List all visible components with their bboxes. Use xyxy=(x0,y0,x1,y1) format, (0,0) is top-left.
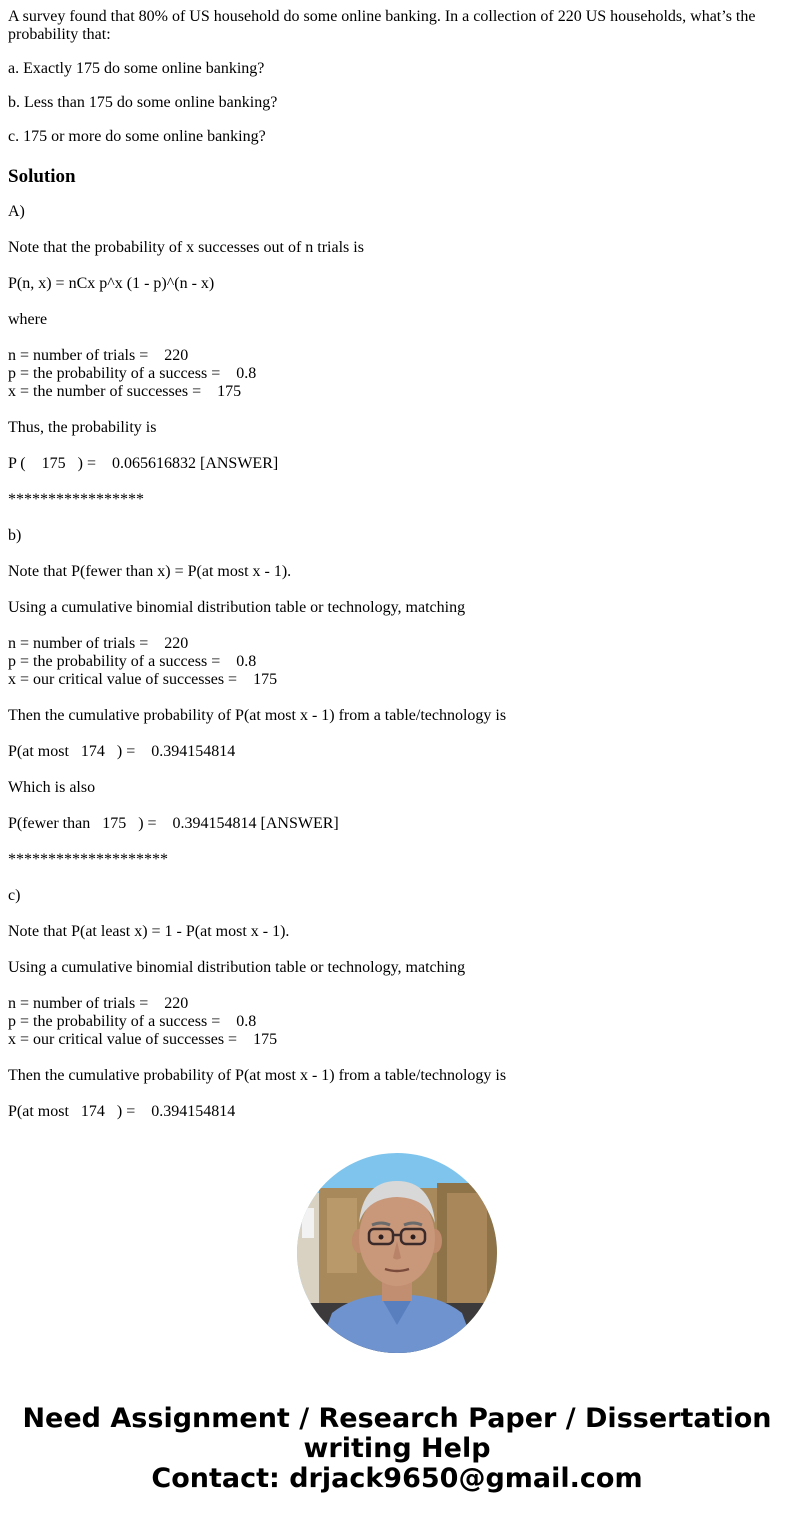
part-b-then: Then the cumulative probability of P(at most x - 1) from a table/technology is xyxy=(8,707,507,724)
promo-contact: Contact: drjack9650@gmail.com xyxy=(151,1463,643,1494)
part-b-separator: ******************** xyxy=(8,851,168,868)
part-c-param-x: x = our critical value of successes = 175 xyxy=(8,1031,278,1048)
part-b-param-x: x = our critical value of successes = 175 xyxy=(8,671,278,688)
part-b-param-p: p = the probability of a success = 0.8 xyxy=(8,653,257,670)
promo-banner xyxy=(0,1404,794,1494)
part-a-param-p: p = the probability of a success = 0.8 xyxy=(8,365,257,382)
question-item-b: b. Less than 175 do some online banking? xyxy=(8,94,278,111)
part-c-param-n: n = number of trials = 220 xyxy=(8,995,189,1012)
part-c-note: Note that P(at least x) = 1 - P(at most x - 1). xyxy=(8,923,290,940)
part-c-then: Then the cumulative probability of P(at most x - 1) from a table/technology is xyxy=(8,1067,507,1084)
part-c-label: c) xyxy=(8,887,21,904)
solution-heading: Solution xyxy=(8,166,76,187)
part-a-thus: Thus, the probability is xyxy=(8,419,157,436)
part-b-which: Which is also xyxy=(8,779,96,796)
author-avatar xyxy=(297,1153,497,1353)
part-b-result: P(fewer than 175 ) = 0.394154814 [ANSWER] xyxy=(8,815,339,832)
part-b-using: Using a cumulative binomial distribution table or technology, matching xyxy=(8,599,466,616)
part-c-cumulative: P(at most 174 ) = 0.394154814 xyxy=(8,1103,236,1120)
question-item-a: a. Exactly 175 do some online banking? xyxy=(8,60,265,77)
part-b-cumulative: P(at most 174 ) = 0.394154814 xyxy=(8,743,236,760)
question-intro: A survey found that 80% of US household do some online banking. In a collection of 220 US households, what’s the probability that: xyxy=(8,8,756,43)
part-a-param-n: n = number of trials = 220 xyxy=(8,347,189,364)
author-portrait-icon xyxy=(297,1153,497,1353)
part-b-param-n: n = number of trials = 220 xyxy=(8,635,189,652)
page-content xyxy=(8,8,786,1121)
question-item-c: c. 175 or more do some online banking? xyxy=(8,128,266,145)
promo-line-2: writing Help xyxy=(303,1433,491,1464)
part-c-using: Using a cumulative binomial distribution table or technology, matching xyxy=(8,959,466,976)
part-a-where: where xyxy=(8,311,48,328)
part-a-label: A) xyxy=(8,203,25,220)
part-b-label: b) xyxy=(8,527,22,544)
part-a-note: Note that the probability of x successes out of n trials is xyxy=(8,239,364,256)
part-a-result: P ( 175 ) = 0.065616832 [ANSWER] xyxy=(8,455,279,472)
promo-line-1: Need Assignment / Research Paper / Dissertation xyxy=(22,1403,772,1434)
part-a-formula: P(n, x) = nCx p^x (1 - p)^(n - x) xyxy=(8,275,215,292)
part-a-param-x: x = the number of successes = 175 xyxy=(8,383,242,400)
part-b-note: Note that P(fewer than x) = P(at most x - 1). xyxy=(8,563,292,580)
part-a-separator: ***************** xyxy=(8,491,144,508)
part-c-param-p: p = the probability of a success = 0.8 xyxy=(8,1013,257,1030)
